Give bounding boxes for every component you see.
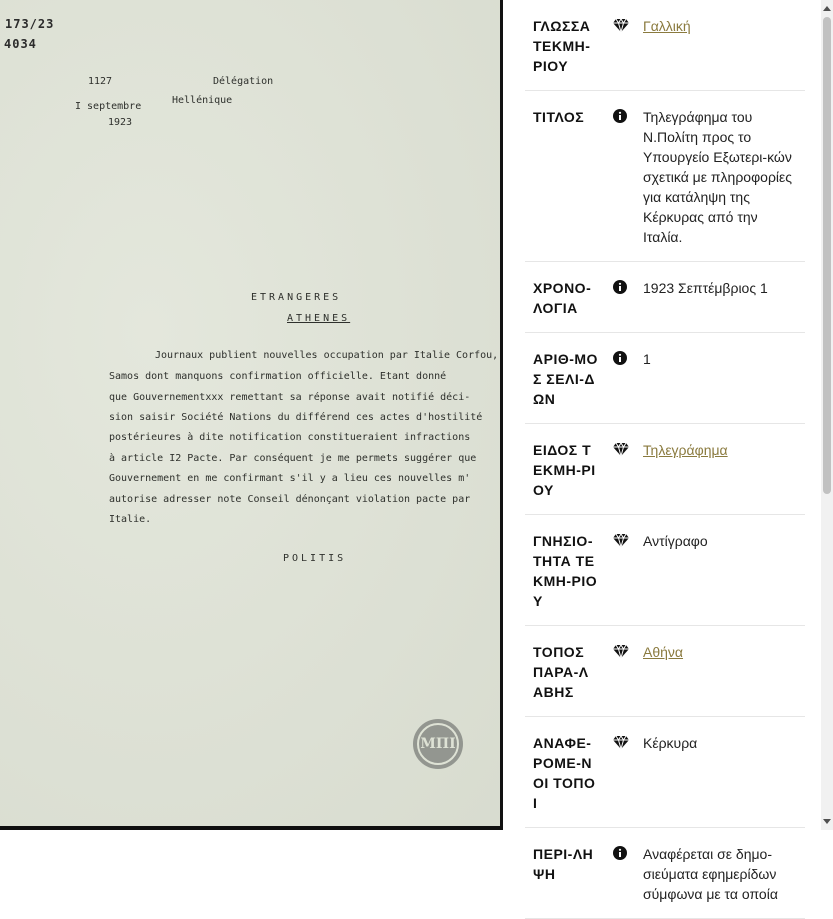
metadata-row: [525, 515, 805, 626]
metadata-panel: [503, 0, 821, 902]
metadata-value: Αναφέρεται σε δημο-σιεύματα εφημερίδων σύμφωνα με τα οποία: [643, 846, 778, 902]
document-body-line: Gouvernement en me confirmant s'il y a lieu ces nouvelles m': [109, 473, 471, 484]
metadata-row: [525, 424, 805, 515]
document-body-line: que Gouvernementxxx remettant sa réponse avait notifié déci-: [109, 392, 471, 403]
document-body-line: postérieures à dite notification constitueraient infractions: [109, 432, 471, 443]
metadata-label: ΧΡΟΝΟ-ΛΟΓΙΑ: [533, 280, 592, 316]
metadata-value: Αντίγραφο: [643, 533, 708, 549]
document-body-line: autorise adresser note Conseil dénonçant violation pacte par: [109, 494, 471, 505]
recipient-line-1: ETRANGERES: [251, 292, 342, 303]
document-body-line: Italie.: [109, 514, 152, 525]
metadata-value-link[interactable]: Γαλλική: [643, 18, 691, 34]
metadata-row: [525, 828, 805, 919]
archive-seal-stamp: [413, 719, 463, 769]
metadata-value: 1923 Σεπτέμβριος 1: [643, 280, 768, 296]
scroll-thumb[interactable]: [823, 17, 831, 494]
date-line-1: I septembre: [75, 101, 142, 112]
reference-number: 1127: [88, 76, 113, 87]
metadata-row: [525, 717, 805, 828]
metadata-label: ΕΙΔΟΣ ΤΕΚΜΗ-ΡΙΟΥ: [533, 442, 596, 498]
metadata-value-link[interactable]: Αθήνα: [643, 644, 684, 660]
gem-icon: [613, 642, 643, 702]
metadata-value: Τηλεγράφημα του Ν.Πολίτη προς το Υπουργείο Εξωτερι-κών σχετικά με πληροφορίες για κατάληψη της Κέρκυρας από την Ιταλία.: [643, 109, 793, 245]
metadata-value-link[interactable]: Τηλεγράφημα: [643, 442, 728, 458]
metadata-row: [525, 91, 805, 262]
gem-icon: [613, 16, 643, 76]
signature: POLITIS: [283, 553, 347, 564]
document-body-line: sion saisir Société Nations du différend ces actes d'hostilité: [109, 412, 483, 423]
date-line-2: 1923: [108, 117, 133, 128]
metadata-row: [525, 333, 805, 424]
info-icon: [613, 844, 643, 904]
document-body-line: Samos dont manquons confirmation officielle. Etant donné: [109, 371, 447, 382]
metadata-label: ΓΝΗΣΙΟ-ΤΗΤΑ ΤΕΚΜΗ-ΡΙΟΥ: [533, 533, 598, 609]
sender-line-1: Délégation: [213, 76, 274, 87]
metadata-label: ΓΛΩΣΣΑ ΤΕΚΜΗ-ΡΙΟΥ: [533, 18, 591, 74]
archive-number-1: 173/23: [5, 17, 55, 31]
sender-line-2: Hellénique: [172, 95, 233, 106]
scroll-up-arrow[interactable]: [823, 6, 831, 11]
metadata-label: ΑΡΙΘ-ΜΟΣ ΣΕΛΙ-ΔΩΝ: [533, 351, 598, 407]
info-icon: [613, 278, 643, 318]
metadata-value: Κέρκυρα: [643, 735, 698, 751]
metadata-label: ΤΟΠΟΣ ΠΑΡΑ-ΛΑΒΗΣ: [533, 644, 589, 700]
metadata-row: [525, 0, 805, 91]
info-icon: [613, 349, 643, 409]
info-icon: [613, 107, 643, 247]
gem-icon: [613, 440, 643, 500]
gem-icon: [613, 733, 643, 813]
metadata-label: ΤΙΤΛΟΣ: [533, 109, 585, 125]
metadata-label: ΑΝΑΦΕ-ΡΟΜΕ-ΝΟΙ ΤΟΠΟΙ: [533, 735, 596, 811]
document-body-line: à article I2 Pacte. Par conséquent je me permets suggérer que: [109, 453, 477, 464]
archive-number-2: 4034: [4, 37, 37, 51]
metadata-label: ΠΕΡΙ-ΛΗΨΗ: [533, 846, 594, 882]
metadata-value: 1: [643, 351, 651, 367]
metadata-row: [525, 626, 805, 717]
metadata-list: [503, 0, 821, 919]
metadata-row: [525, 262, 805, 333]
document-body-line: Journaux publient nouvelles occupation par Italie Corfou,: [155, 350, 499, 361]
metadata-scrollbar[interactable]: [821, 0, 833, 830]
recipient-line-2: ATHENES: [287, 313, 351, 324]
seal-lettering: ΜΠΙ: [420, 736, 456, 752]
gem-icon: [613, 531, 643, 611]
scroll-down-arrow[interactable]: [823, 819, 831, 824]
